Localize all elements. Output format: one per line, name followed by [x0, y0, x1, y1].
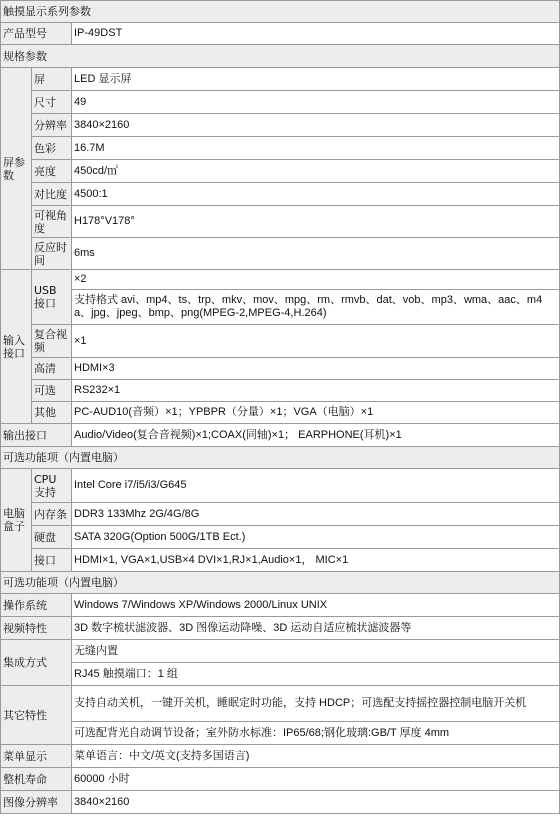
screen-row — [1, 68, 560, 91]
contrast-label: 对比度 — [32, 183, 72, 206]
lifetime-label: 整机寿命 — [1, 768, 72, 791]
viewing-angle-label: 可视角度 — [32, 206, 72, 238]
optional-io-row — [1, 380, 560, 402]
screen-value: LED 显示屏 — [72, 68, 560, 91]
optional-io-label: 可选 — [32, 380, 72, 402]
response-time-row — [1, 238, 560, 270]
spec-header: 规格参数 — [1, 45, 560, 68]
brightness-value: 450cd/㎡ — [72, 160, 560, 183]
contrast-row — [1, 183, 560, 206]
other-features-value-2: 可选配背光自动调节设备；室外防水标准：IP65/68;钢化玻璃:GB/T 厚度 4mm — [72, 722, 560, 745]
optional-section-row-1 — [1, 447, 560, 469]
pc-ports-row — [1, 549, 560, 572]
memory-value: DDR3 133Mhz 2G/4G/8G — [72, 503, 560, 526]
os-value: Windows 7/Windows XP/Windows 2000/Linux UNIX — [72, 594, 560, 617]
optional-section-row-2 — [1, 572, 560, 594]
os-label: 操作系统 — [1, 594, 72, 617]
screen-group-label: 屏参数 — [1, 68, 32, 270]
pc-ports-value: HDMI×1, VGA×1,USB×4 DVI×1,RJ×1,Audio×1， MIC×1 — [72, 549, 560, 572]
title-row — [1, 1, 560, 23]
other-io-label: 其他 — [32, 402, 72, 424]
spec-header-row — [1, 45, 560, 68]
memory-label: 内存条 — [32, 503, 72, 526]
size-value: 49 — [72, 91, 560, 114]
integration-value-2: RJ45 触摸端口：1 组 — [72, 663, 560, 686]
image-resolution-row — [1, 791, 560, 814]
response-time-label: 反应时间 — [32, 238, 72, 270]
usb-formats: 支持格式 avi、mp4、ts、trp、mkv、mov、mpg、rm、rmvb、dat、vob、mp3、wma、aac、m4a、jpg、jpeg、bmp、png(MPEG-2,MPEG-4,H.264) — [72, 290, 560, 325]
lifetime-row — [1, 768, 560, 791]
composite-row — [1, 325, 560, 358]
image-resolution-value: 3840×2160 — [72, 791, 560, 814]
other-io-row — [1, 402, 560, 424]
other-features-row-1 — [1, 686, 560, 722]
disk-row — [1, 526, 560, 549]
disk-label: 硬盘 — [32, 526, 72, 549]
video-label: 视频特性 — [1, 617, 72, 640]
usb-row — [1, 270, 560, 290]
composite-label: 复合视频 — [32, 325, 72, 358]
integration-row-1 — [1, 640, 560, 663]
input-group-label: 输入接口 — [1, 270, 32, 424]
screen-label: 屏 — [32, 68, 72, 91]
integration-row-2 — [1, 663, 560, 686]
usb-label: USB 接口 — [32, 270, 72, 325]
color-label: 色彩 — [32, 137, 72, 160]
brightness-label: 亮度 — [32, 160, 72, 183]
hd-row — [1, 358, 560, 380]
output-row — [1, 424, 560, 447]
model-label: 产品型号 — [1, 23, 72, 45]
other-features-label: 其它特性 — [1, 686, 72, 745]
image-resolution-label: 图像分辨率 — [1, 791, 72, 814]
menu-label: 菜单显示 — [1, 745, 72, 768]
other-features-row-2 — [1, 722, 560, 745]
contrast-value: 4500:1 — [72, 183, 560, 206]
video-row — [1, 617, 560, 640]
color-value: 16.7M — [72, 137, 560, 160]
lifetime-value: 60000 小时 — [72, 768, 560, 791]
disk-value: SATA 320G(Option 500G/1TB Ect.) — [72, 526, 560, 549]
menu-row — [1, 745, 560, 768]
cpu-label: CPU 支持 — [32, 469, 72, 503]
os-row — [1, 594, 560, 617]
usb-formats-row — [1, 290, 560, 325]
size-label: 尺寸 — [32, 91, 72, 114]
resolution-value: 3840×2160 — [72, 114, 560, 137]
viewing-angle-value: H178°V178° — [72, 206, 560, 238]
memory-row — [1, 503, 560, 526]
other-io-value: PC-AUD10(音频）×1；YPBPR（分量）×1；VGA（电脑）×1 — [72, 402, 560, 424]
cpu-value: Intel Core i7/i5/i3/G645 — [72, 469, 560, 503]
composite-value: ×1 — [72, 325, 560, 358]
pc-group-label: 电脑盒子 — [1, 469, 32, 572]
color-row — [1, 137, 560, 160]
optional-section-2: 可选功能项（内置电脑） — [1, 572, 560, 594]
usb-count: ×2 — [72, 270, 560, 290]
integration-label: 集成方式 — [1, 640, 72, 686]
viewing-angle-row — [1, 206, 560, 238]
optional-section-1: 可选功能项（内置电脑） — [1, 447, 560, 469]
cpu-row — [1, 469, 560, 503]
size-row — [1, 91, 560, 114]
resolution-row — [1, 114, 560, 137]
video-value: 3D 数字梳状滤波器、3D 图像运动降噪、3D 运动自适应梳状滤波器等 — [72, 617, 560, 640]
brightness-row — [1, 160, 560, 183]
page-title: 触摸显示系列参数 — [1, 1, 560, 23]
output-label: 输出接口 — [1, 424, 72, 447]
integration-value-1: 无缝内置 — [72, 640, 560, 663]
menu-value: 菜单语言：中文/英文(支持多国语言) — [72, 745, 560, 768]
hd-label: 高清 — [32, 358, 72, 380]
output-value: Audio/Video(复合音视频)×1;COAX(同轴)×1； EARPHONE(耳机)×1 — [72, 424, 560, 447]
resolution-label: 分辨率 — [32, 114, 72, 137]
model-value: IP-49DST — [72, 23, 560, 45]
pc-ports-label: 接口 — [32, 549, 72, 572]
model-row — [1, 23, 560, 45]
hd-value: HDMI×3 — [72, 358, 560, 380]
response-time-value: 6ms — [72, 238, 560, 270]
other-features-value-1: 支持自动关机，一键开关机，睡眠定时功能，支持 HDCP；可选配支持摇控器控制电脑开关机 — [72, 686, 560, 722]
optional-io-value: RS232×1 — [72, 380, 560, 402]
